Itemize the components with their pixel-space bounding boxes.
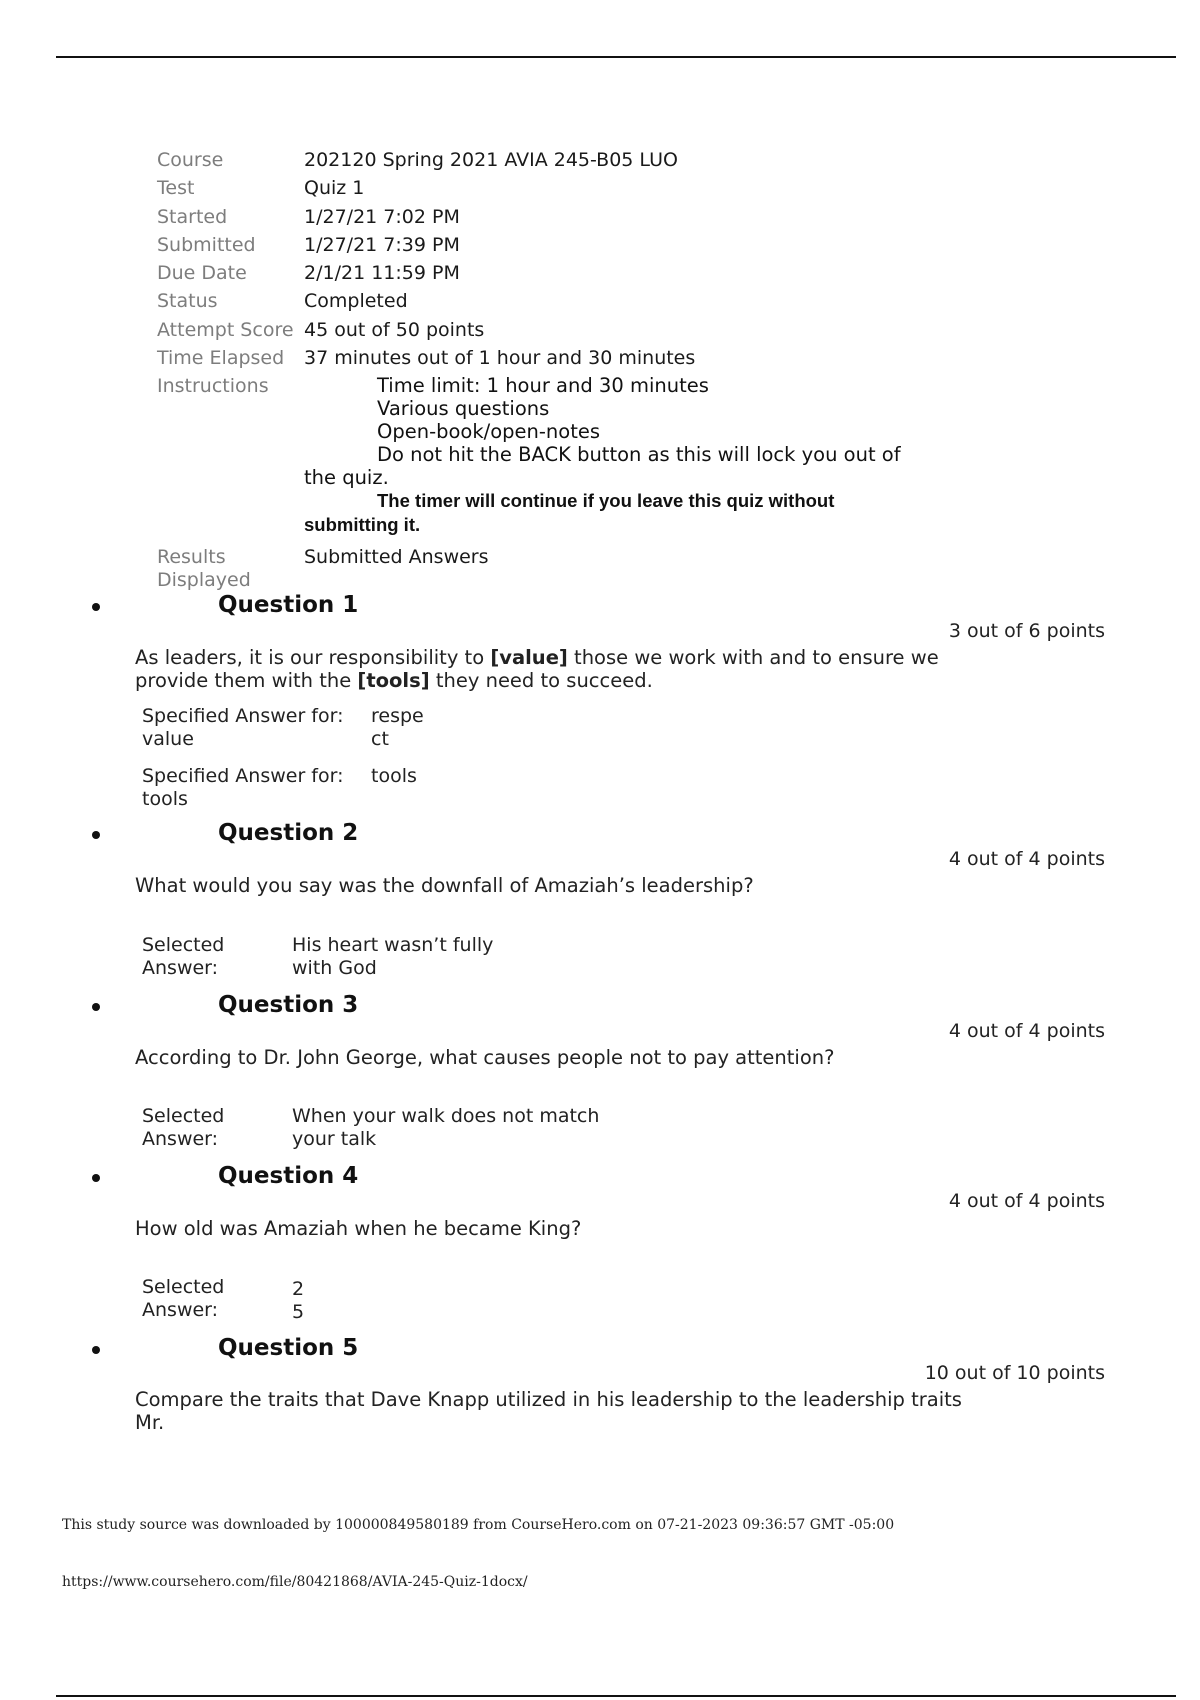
info-label: Started [157,205,228,228]
instructions-line: Various questions [377,397,550,421]
info-row-status [157,287,924,315]
info-row-attempt-score [157,316,924,344]
answer-label-line: Specified Answer for: [142,765,344,787]
bullet-icon [92,1003,100,1011]
question-points: 4 out of 4 points [948,1020,1105,1042]
answer-value [292,1276,532,1323]
answer-value-line: 2 [292,1278,305,1300]
question-title: Question 5 [218,1335,359,1361]
question-points: 3 out of 6 points [948,620,1105,642]
answer-label-line: Answer: [142,1127,219,1150]
info-label: Submitted [157,233,256,256]
info-value: 202120 Spring 2021 AVIA 245-B05 LUO [304,149,678,171]
answer-label-line: Selected [142,1105,225,1127]
answer-row [142,1276,532,1323]
answer-label-line: Selected [142,934,225,956]
info-row-test [157,174,924,202]
info-value: Quiz 1 [304,177,365,200]
info-row-due-date [157,259,924,287]
info-label: Status [157,290,218,313]
answer-value [292,934,532,979]
question-text-part: they need to succeed. [429,669,653,692]
info-label: Time Elapsed [157,347,285,370]
top-rule [56,56,1176,58]
blank-label: [value] [490,646,568,669]
info-row-started [157,203,924,231]
answer-label-line: Selected [142,1276,225,1298]
question-text [135,646,995,692]
question-text: How old was Amaziah when he became King? [135,1217,582,1240]
info-value: 1/27/21 7:02 PM [304,205,460,228]
answer-label-line: Answer: [142,1298,219,1321]
answer-row [142,765,441,810]
info-row-course [157,146,924,174]
instructions-line: Do not hit the BACK button as this will lock you out of [377,443,901,467]
info-label: Attempt Score [157,318,294,341]
instructions-line: Time limit: 1 hour and 30 minutes [377,374,709,398]
answer-value [292,1105,632,1150]
answer-value-line: ct [371,727,389,750]
answer-value-line: tools [371,765,417,787]
question-points: 4 out of 4 points [948,848,1105,870]
info-value: 1/27/21 7:39 PM [304,233,460,256]
info-label-line: Displayed [157,569,251,592]
answer-value [371,765,441,810]
info-label: Course [157,149,224,171]
answer-row [142,1105,632,1150]
question-title: Question 3 [218,992,359,1018]
question-text-part: As leaders, it is our responsibility to [135,646,491,669]
source-url: https://www.coursehero.com/file/80421868/AVIA-245-Quiz-1docx/ [62,1574,528,1590]
instructions-warning: The timer will continue if you leave this quiz without [377,490,835,512]
answer-label-line: Answer: [142,956,219,979]
answer-label [142,765,352,810]
question-text: Compare the traits that Dave Knapp utilized in his leadership to the leadership traits Mr. [135,1388,962,1434]
info-label: Due Date [157,262,247,285]
answer-value-line: His heart wasn’t fully [292,934,494,956]
bullet-icon [92,831,100,839]
answer-value-line: When your walk does not match [292,1105,600,1127]
answer-label-line: tools [142,787,188,810]
answer-value-line: with God [292,956,377,979]
test-info-table [157,146,924,592]
question-text: According to Dr. John George, what causes people not to pay attention? [135,1046,835,1069]
info-row-results-displayed [157,541,924,592]
info-row-instructions [157,372,924,537]
info-value: Submitted Answers [304,546,489,569]
info-label-line: Results [157,546,226,569]
bullet-icon [92,1346,100,1354]
info-value: Completed [304,290,408,313]
question-title: Question 1 [218,592,359,618]
answer-label [142,934,272,979]
question-points: 4 out of 4 points [948,1190,1105,1212]
blank-label: [tools] [357,669,430,692]
question-points: 10 out of 10 points [924,1362,1105,1384]
instructions-line: Open-book/open-notes [377,420,601,444]
question-title: Question 2 [218,820,359,846]
answer-value-line: 5 [292,1300,305,1323]
bullet-icon [92,603,100,611]
answer-value [371,705,441,750]
answer-label-line: Specified Answer for: [142,705,344,727]
answer-label [142,705,352,750]
question-text-part: provide them with the [135,669,358,692]
info-row-submitted [157,231,924,259]
question-title: Question 4 [218,1163,359,1189]
answer-label [142,1276,272,1323]
info-label [157,546,304,592]
answer-value-line: respe [371,705,424,727]
info-label: Test [157,177,195,200]
instructions-text [304,374,924,537]
question-text: What would you say was the downfall of Amaziah’s leadership? [135,874,754,897]
answer-row [142,705,441,750]
instructions-warning: submitting it. [304,514,421,536]
info-label: Instructions [157,375,269,398]
info-value: 45 out of 50 points [304,318,485,341]
bullet-icon [92,1174,100,1182]
instructions-line: the quiz. [304,466,389,490]
answer-label-line: value [142,727,194,750]
info-value: 2/1/21 11:59 PM [304,262,460,285]
info-row-time-elapsed [157,344,924,372]
bottom-rule [56,1695,1176,1697]
info-value: 37 minutes out of 1 hour and 30 minutes [304,347,696,370]
download-notice: This study source was downloaded by 100000849580189 from CourseHero.com on 07-21-2023 09:36:57 GMT -05:00 [62,1517,895,1533]
question-text-part: those we work with and to ensure we [567,646,939,669]
answer-value-line: your talk [292,1127,377,1150]
answer-label [142,1105,272,1150]
answer-row [142,934,532,979]
